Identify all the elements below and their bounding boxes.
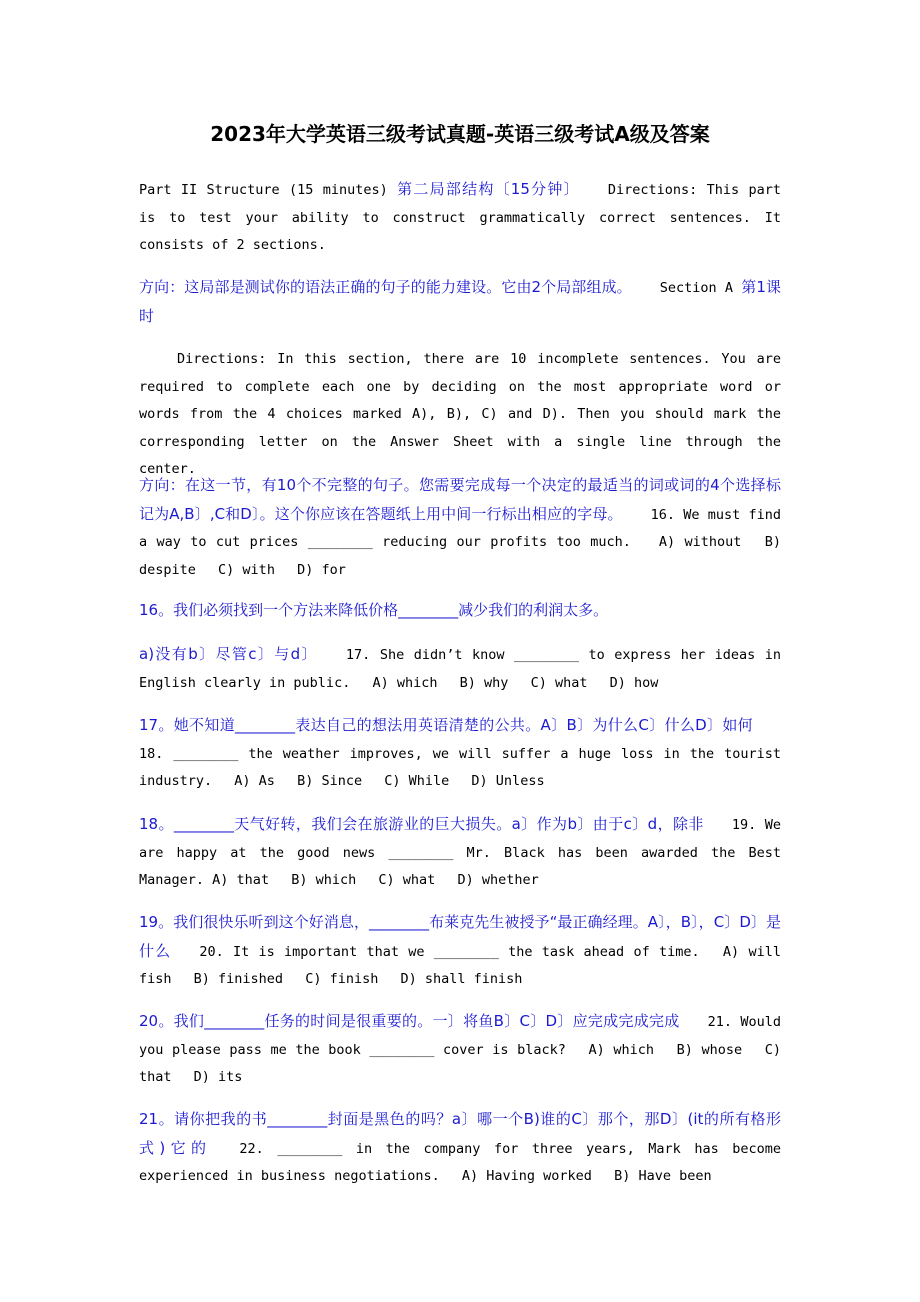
option-d: D) how [609, 674, 659, 691]
option-a: A) without [658, 534, 742, 551]
section-a-heading: Section A [659, 280, 734, 296]
option-c: C) that [139, 1041, 781, 1086]
paragraph-section-a-directions [139, 346, 781, 484]
question-16: 16. We must find a way to cut prices ________ reducing our profits too much. [139, 506, 781, 551]
section-a-directions: Directions: In this section, there are 10 incomplete sentences. You are required to complete each one by deciding on the most appropriate word or words from the 4 choices marked A), B), C) and D). Then you should mark the corresponding letter on the Answer Sheet with a single line through the center. [139, 351, 781, 478]
paragraph-q17 [139, 641, 781, 697]
option-d: D) shall finish [400, 971, 523, 988]
question-20-cn: 20。我们________任务的时间是很重要的。一〕将鱼B〕C〕D〕应完成完成完成 [139, 1012, 680, 1030]
option-b: B) finished [193, 971, 284, 988]
question-22: 22. ________ in the company for three years, Mark has become experienced in business negotiations. [139, 1140, 781, 1185]
section-a-directions-cn: 方向：在这一节，有10个不完整的句子。您需要完成每一个决定的最适当的词或词的4个选择标记为A,B〕,C和D〕。这个你应该在答题纸上用中间一行标出相应的字母。 [139, 476, 781, 523]
option-d: D) whether [457, 872, 539, 889]
option-a: A) Having worked [461, 1168, 592, 1185]
question-18-cn: 18。________天气好转，我们会在旅游业的巨大损失。a〕作为b〕由于c〕d，除非 [139, 815, 704, 833]
option-a: A) As [234, 773, 275, 790]
question-17-cn: 17。她不知道________表达自己的想法用英语清楚的公共。A〕B〕为什么C〕什么D〕如何 [139, 716, 753, 734]
paragraph-q20 [139, 909, 781, 994]
option-a: A) which [588, 1041, 654, 1058]
option-b: B) despite [139, 534, 781, 578]
paragraph-q16 [139, 472, 781, 584]
option-b: B) whose [676, 1041, 743, 1058]
option-c: C) what [378, 872, 436, 889]
paragraph-q21 [139, 1008, 781, 1092]
option-a: A) which [372, 674, 438, 691]
question-21: 21. Would you please pass me the book ________ cover is black? [139, 1014, 782, 1058]
paragraph-q16-cn [139, 597, 781, 626]
option-b: B) which [291, 872, 357, 889]
option-c: C) with [218, 561, 275, 578]
option-c: C) what [530, 674, 588, 691]
lesson-1-label: 第1课时 [139, 278, 782, 325]
option-a: A) that [212, 872, 270, 889]
question-19-cn: 19。我们很快乐听到这个好消息，________布莱克先生被授予“最正确经理。A〕，B〕，C〕D〕是什么 [139, 913, 781, 960]
paragraph-q19 [139, 811, 781, 895]
part-ii-heading-cn: 第二局部结构〔15分钟〕 [397, 180, 580, 198]
option-d: D) its [193, 1069, 243, 1086]
option-c: C) While [384, 773, 450, 790]
option-c: C) finish [305, 971, 379, 988]
question-17: 17. She didn’t know ________ to express her ideas in English clearly in public. [139, 647, 781, 691]
question-21-cn: 21。请你把我的书________封面是黑色的吗？a〕哪一个B)谁的C〕那个，那D〕(it的所有格形式)它的 [139, 1110, 781, 1157]
option-b: B) why [459, 674, 509, 691]
option-a: A) will fish [139, 943, 781, 988]
question-18: 18. ________ the weather improves, we will suffer a huge loss in the tourist industry. [139, 745, 781, 790]
question-20: 20. It is important that we ________ the task ahead of time. [199, 943, 700, 960]
option-d: D) for [297, 561, 346, 578]
option-d: D) Unless [471, 773, 545, 790]
question-16-cn: 16。我们必须找到一个方法来降低价格________减少我们的利润太多。 [139, 601, 609, 619]
part-ii-directions-cn: 方向：这局部是测试你的语法正确的句子的能力建设。它由2个局部组成。 [139, 278, 632, 296]
answer-16-cn: a)没有b〕尽管c〕与d〕 [139, 645, 318, 663]
option-b: B) Since [297, 773, 363, 790]
part-ii-directions: Directions: This part is to test your ability to construct grammatically correct sentences. It consists of 2 sections. [139, 182, 781, 254]
option-b: B) Have been [614, 1168, 712, 1185]
document-title: 2023年大学英语三级考试真题-英语三级考试A级及答案 [210, 122, 710, 146]
paragraph-q18 [139, 712, 781, 796]
paragraph-part-ii-cn [139, 274, 781, 331]
paragraph-q22 [139, 1106, 781, 1191]
question-19: 19. We are happy at the good news ________ Mr. Black has been awarded the Best Manager. [139, 817, 781, 889]
part-ii-heading: Part II Structure (15 minutes) [139, 182, 388, 198]
paragraph-part-ii-intro [139, 176, 781, 260]
